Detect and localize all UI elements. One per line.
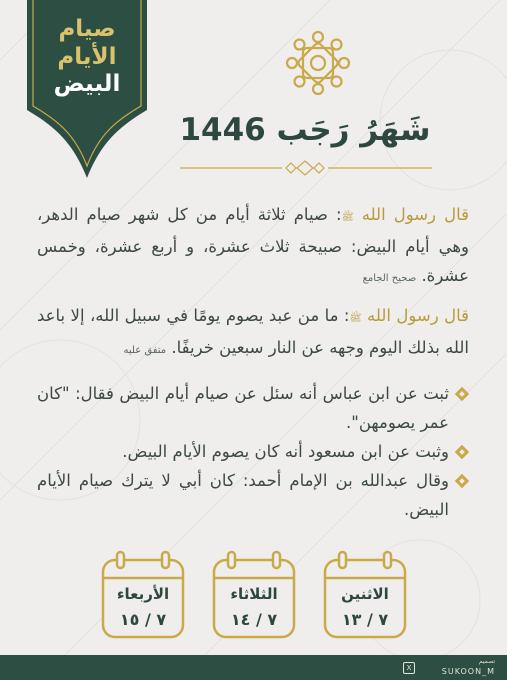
- banner-title: [27, 16, 147, 99]
- banner-line-2: الأيام: [57, 43, 117, 70]
- title-divider: [170, 158, 440, 178]
- calendar-card-monday: [322, 550, 408, 640]
- calendar-card-wednesday: [100, 550, 186, 640]
- list-item: [37, 379, 469, 437]
- geometric-emblem-icon: [285, 30, 351, 96]
- diamond-bullet-icon: [455, 474, 469, 488]
- calendar-day: الأربعاء: [116, 585, 170, 603]
- salawat-glyph: ﷺ: [349, 313, 362, 324]
- list-item-text: وثبت عن ابن مسعود أنه كان يصوم الأيام البيض.: [122, 442, 449, 461]
- page-title: شَهَرُ رَجَب 1446: [179, 112, 431, 148]
- list-item-text: ثبت عن ابن عباس أنه سئل عن صيام أيام البيض فقال: "كان عمر يصومهن".: [37, 384, 449, 432]
- designer-credit: [442, 658, 495, 677]
- hadith-text: : ما من عبد يصوم يومًا في سبيل الله، إلا باعد الله بذلك اليوم وجهه عن النار سبعين خريفًا.: [37, 306, 469, 357]
- credit-handle: SUKOON_M: [441, 667, 495, 676]
- calendar-date: ٧ / ١٤: [230, 610, 278, 629]
- hadith-content: [37, 200, 469, 524]
- calendar-date: ٧ / ١٣: [341, 610, 389, 629]
- calendar-date: ٧ / ١٥: [119, 610, 167, 629]
- hadith-text: : صيام ثلاثة أيام من كل شهر صيام الدهر، وهي أيام البيض: صبيحة ثلاث عشرة، و أربع عشرة، وخمس عشرة.: [37, 205, 469, 285]
- calendar-card-tuesday: [211, 550, 297, 640]
- footer-bar: [0, 655, 507, 680]
- list-item: [37, 466, 469, 524]
- narrations-list: [37, 379, 469, 524]
- credit-label: تصميم: [478, 658, 495, 665]
- hadith-source: صحيح الجامع: [362, 273, 417, 284]
- banner-line-1: صيام: [58, 16, 116, 42]
- diamond-bullet-icon: [455, 387, 469, 401]
- hadith-paragraph-1: [37, 200, 469, 293]
- list-item-text: وقال عبدالله بن الإمام أحمد: كان أبي لا يترك صيام الأيام البيض.: [37, 471, 449, 519]
- list-item: [37, 437, 469, 466]
- calendar-day: الثلاثاء: [230, 585, 278, 603]
- hadith-paragraph-2: [37, 301, 469, 365]
- calendar-day: الاثنين: [341, 585, 389, 603]
- hadith-lead: قال رسول الله: [367, 306, 469, 325]
- hadith-lead: قال رسول الله: [361, 205, 470, 224]
- salawat-glyph: ﷺ: [341, 212, 354, 223]
- diamond-bullet-icon: [455, 445, 469, 459]
- x-logo-icon: X: [403, 662, 415, 674]
- banner-line-3: البيض: [53, 71, 121, 98]
- hadith-source: متفق عليه: [123, 345, 167, 356]
